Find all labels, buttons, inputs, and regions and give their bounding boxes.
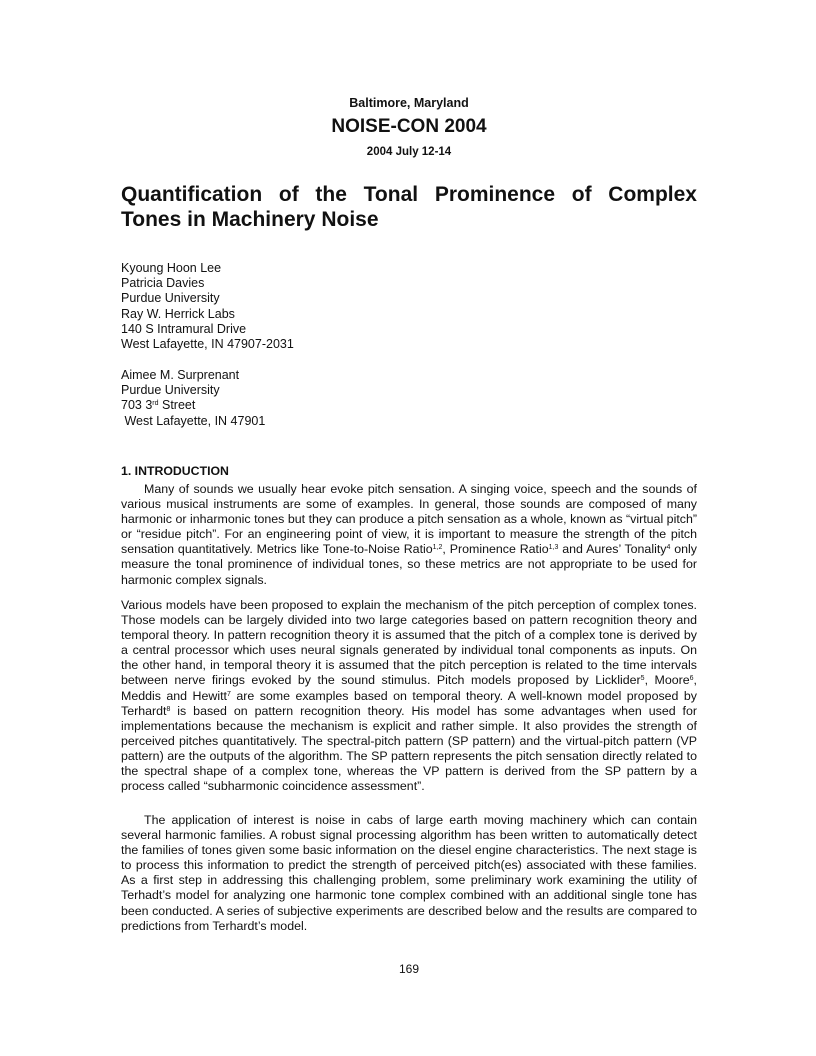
paragraph-text: , Meddis and Hewitt <box>121 673 697 703</box>
citation-superscript: 1,2 <box>432 544 443 552</box>
paper-title-line-1: Quantification of the Tonal Prominence of Complex <box>121 183 697 206</box>
citation-superscript: 1,3 <box>548 544 559 552</box>
body-paragraph-2 <box>121 598 697 794</box>
author-address-city: West Lafayette, IN 47907-2031 <box>121 337 294 352</box>
paper-title <box>121 182 697 232</box>
paragraph-text: are some examples based on temporal theory. A well-known model proposed by Terhardt <box>121 688 697 718</box>
citation-superscript: 4 <box>666 544 671 552</box>
paper-title-line-2: Tones in Machinery Noise <box>121 208 379 231</box>
street-ordinal-superscript: rd <box>152 400 159 408</box>
author-name: Aimee M. Surprenant <box>121 368 240 382</box>
author-name: Patricia Davies <box>121 276 205 291</box>
author-block-2 <box>121 368 265 429</box>
conference-name: NOISE-CON 2004 <box>331 116 487 137</box>
paragraph-text: and Aures’ Tonality <box>558 542 667 557</box>
conference-dates: 2004 July 12-14 <box>366 146 452 158</box>
paragraph-text: , Prominence Ratio <box>442 542 549 557</box>
paragraph-text: , Moore <box>644 673 690 688</box>
body-paragraph-3 <box>121 813 697 934</box>
citation-superscript: 5 <box>640 675 645 683</box>
author-address-street <box>121 398 265 413</box>
paragraph-text: The application of interest is noise in cabs of large earth moving machinery which can contain several harmonic families. A robust signal processing algorithm has been written to automatically detect the families of tones given some basic information on the diesel engine characteristics. The next stage is to process this information to predict the strength of perceived pitch(es) associated with these families. As a first step in addressing this challenging problem, some preliminary work examining the utility of Terhadt’s model for analyzing one harmonic tone complex combined with an additional single tone has been conducted. A series of subjective experiments are described below and the results are compared to predictions from Terhardt’s model. <box>121 813 697 933</box>
citation-superscript: 7 <box>226 690 231 698</box>
paragraph-text: Various models have been proposed to explain the mechanism of the pitch perception of complex tones. Those models can be largely divided into two large categories based on pattern recognition theory and temporal theory. In pattern recognition theory it is assumed that the pitch of a complex tone is derived by a central processor which uses neural signals generated by individual tonal components as inputs. On the other hand, in temporal theory it is assumed that the pitch perception is related to the time intervals between nerve firings evoked by the sound stimulus. Pitch models proposed by Licklider <box>121 598 697 688</box>
author-affiliation: Purdue University <box>121 383 220 398</box>
citation-superscript: 6 <box>689 675 694 683</box>
page-number: 169 <box>398 962 420 976</box>
author-block-1 <box>121 261 294 352</box>
author-department: Ray W. Herrick Labs <box>121 306 235 321</box>
author-address-city: West Lafayette, IN 47901 <box>121 413 266 428</box>
citation-superscript: 8 <box>166 705 171 713</box>
body-paragraph-1 <box>121 482 697 588</box>
author-address-street: 140 S Intramural Drive <box>121 321 247 336</box>
author-affiliation: Purdue University <box>121 291 220 306</box>
paragraph-text: only measure the tonal prominence of individual tones, so these metrics are not appropriate to be used for harmonic complex signals. <box>121 542 697 587</box>
paragraph-text: Many of sounds we usually hear evoke pitch sensation. A singing voice, speech and the sounds of various musical instruments are some of examples. In general, those sounds are composed of many harmonic or inharmonic tones but they can produce a pitch sensation as a whole, known as “virtual pitch” or “residue pitch”. For an engineering point of view, it is important to measure the strength of the pitch sensation quantitatively. Metrics like Tone-to-Noise Ratio <box>121 482 697 557</box>
street-name: Street <box>158 398 196 413</box>
author-name: Kyoung Hoon Lee <box>121 261 222 275</box>
section-heading-introduction: 1. INTRODUCTION <box>121 464 229 478</box>
street-number: 703 3 <box>121 398 153 413</box>
conference-location: Baltimore, Maryland <box>349 96 469 110</box>
paragraph-text: is based on pattern recognition theory. His model has some advantages when used for implementations because the mechanism is explicit and rather simple. It also provides the strength of perceived pitches quantitatively. The spectral-pitch pattern (SP pattern) and the virtual-pitch pattern (VP pattern) are the outputs of the algorithm. The SP pattern represents the pitch sensation directly related to the spectral shape of a complex tone, whereas the VP pattern is derived from the SP pattern by a process called “subharmonic coincidence assessment”. <box>121 703 697 794</box>
